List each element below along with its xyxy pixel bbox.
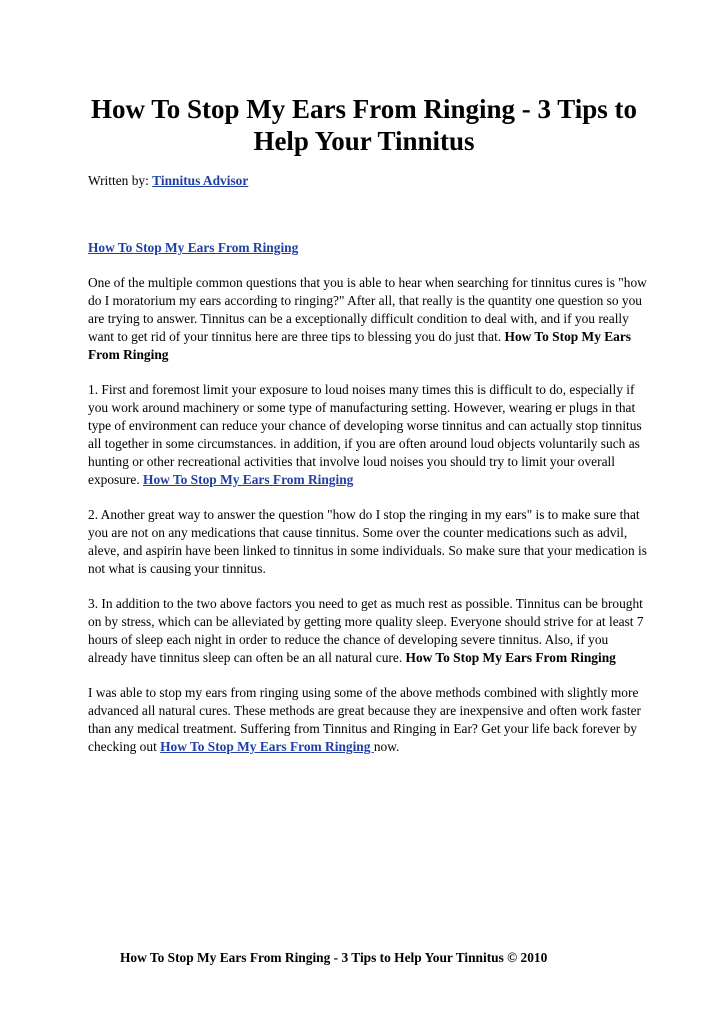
paragraph-tip-3-text: 3. In addition to the two above factors you need to get as much rest as possible. Tinnitus can be brought on by stress, which can be alleviated by getting more quality sleep. Everyone should strive for at least 7 hours of sleep each night in order to reduce the chance of developing severe tinnitus. Also, if you already have tinnitus sleep can often be an all natural cure. <box>88 596 644 665</box>
byline-label: Written by: <box>88 173 153 188</box>
paragraph-conclusion-end: now. <box>373 739 400 754</box>
byline <box>88 172 248 189</box>
paragraph-intro-text: One of the multiple common questions that you is able to hear when searching for tinnitus cures is "how do I moratorium my ears according to ringing?" After all, that really is the quantity one question so you are trying to answer. Tinnitus can be a exceptionally difficult condition to deal with, and if you really want to get rid of your tinnitus here are three tips to blessing you do just that. <box>88 275 647 344</box>
paragraph-conclusion <box>88 684 648 756</box>
heading-link[interactable]: How To Stop My Ears From Ringing <box>88 240 299 255</box>
paragraph-intro-keyword: How To Stop My Ears From Ringing <box>88 329 632 362</box>
paragraph-tip-1-text: 1. First and foremost limit your exposure to loud noises many times this is difficult to do, especially if you work around machinery or some type of manufacturing setting. However, wearing er plugs in that type of environment can reduce your chance of developing worse tinnitus and can actually stop tinnitus all together in some circumstances. in addition, if you are often around loud objects voluntarily such as hunting or other recreational activities that involve loud noises you should try to limit your overall exposure. <box>88 382 642 487</box>
paragraph-tip-1 <box>88 381 648 489</box>
paragraph-tip-3-keyword: How To Stop My Ears From Ringing <box>405 650 616 665</box>
paragraph-tip-3 <box>88 595 648 667</box>
paragraph-tip-2-text: 2. Another great way to answer the question "how do I stop the ringing in my ears" is to make sure that you are not on any medications that cause tinnitus. Some over the counter medications such as advil, aleve, and aspirin have been linked to tinnitus in some individuals. So make sure that your medication is not what is causing your tinnitus. <box>88 507 647 576</box>
author-link[interactable]: Tinnitus Advisor <box>152 173 249 188</box>
page-footer: How To Stop My Ears From Ringing - 3 Tips to Help Your Tinnitus © 2010 <box>120 950 548 965</box>
document-title: How To Stop My Ears From Ringing - 3 Tips to Help Your Tinnitus <box>90 94 638 156</box>
heading-paragraph <box>88 239 648 257</box>
paragraph-conclusion-text: I was able to stop my ears from ringing using some of the above methods combined with slightly more advanced all natural cures. These methods are great because they are inexpensive and often work faster than any medical treatment. Suffering from Tinnitus and Ringing in Ear? Get your life back forever by checking out <box>88 685 641 754</box>
paragraph-intro <box>88 274 648 364</box>
conclusion-link[interactable]: How To Stop My Ears From Ringing <box>160 739 374 754</box>
tip-1-link[interactable]: How To Stop My Ears From Ringing <box>143 472 354 487</box>
paragraph-tip-2 <box>88 506 648 578</box>
article-body <box>88 239 648 773</box>
